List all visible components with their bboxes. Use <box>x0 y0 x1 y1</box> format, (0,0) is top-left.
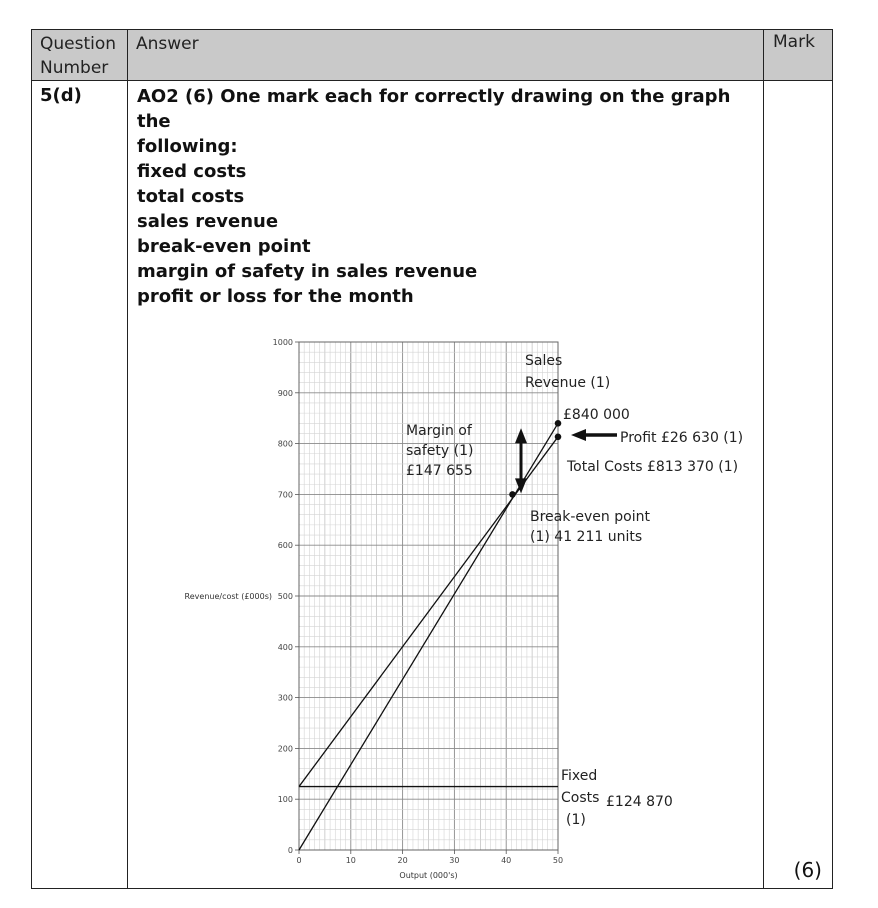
margin-of-safety-label: safety (1) <box>406 443 474 459</box>
fixed-costs-value: £124 870 <box>606 794 673 810</box>
x-tick-label: 10 <box>345 856 356 865</box>
x-tick-label: 0 <box>296 856 302 865</box>
y-tick-label: 0 <box>287 846 293 855</box>
profit-label: Profit £26 630 (1) <box>620 430 744 446</box>
answer-line: sales revenue <box>137 211 279 232</box>
break-even-label: (1) 41 211 units <box>530 529 643 545</box>
data-point <box>509 491 516 498</box>
y-tick-label: 300 <box>277 693 293 703</box>
x-tick-label: 40 <box>501 856 512 865</box>
y-tick-label: 700 <box>277 490 293 500</box>
answer-line: fixed costs <box>137 161 247 182</box>
sales-revenue-label: Revenue (1) <box>525 375 611 391</box>
margin-of-safety-label: Margin of <box>406 423 472 439</box>
data-point <box>555 434 562 441</box>
y-tick-label: 800 <box>277 439 293 449</box>
y-tick-label: 600 <box>277 541 293 551</box>
answer-line: profit or loss for the month <box>137 286 414 307</box>
answer-line: following: <box>137 136 238 157</box>
header-question-line1: Question <box>40 34 117 54</box>
sales-revenue-label: Sales <box>525 353 563 369</box>
profit-arrow-head <box>571 429 586 441</box>
y-tick-label: 100 <box>277 795 293 805</box>
question-number: 5(d) <box>40 85 82 106</box>
answer-line: margin of safety in sales revenue <box>137 261 478 282</box>
chart-grid <box>299 342 558 850</box>
break-even-label: Break-even point <box>530 509 650 525</box>
answer-line: break-even point <box>137 236 311 257</box>
x-tick-label: 20 <box>397 856 408 865</box>
answer-line: AO2 (6) One mark each for correctly drawing on the graph the <box>137 86 731 132</box>
x-tick-label: 30 <box>449 856 460 865</box>
y-tick-label: 200 <box>277 744 293 754</box>
mark-value: (6) <box>793 858 822 882</box>
header-mark: Mark <box>773 32 815 52</box>
margin-of-safety-value: £147 655 <box>406 463 473 479</box>
answer-line: total costs <box>137 186 245 207</box>
fixed-costs-label: (1) <box>566 812 586 828</box>
x-tick-label: 50 <box>552 856 564 865</box>
y-axis-label: Revenue/cost (£000s) <box>184 592 272 601</box>
total-costs-label: Total Costs £813 370 (1) <box>567 459 739 475</box>
sales-revenue-value: £840 000 <box>563 407 630 423</box>
header-question-line2: Number <box>40 58 109 78</box>
x-axis-label: Output (000's) <box>399 871 458 880</box>
y-tick-label: 1000 <box>272 338 293 347</box>
data-point <box>555 420 562 427</box>
fixed-costs-label: Fixed <box>561 768 598 784</box>
y-tick-label: 900 <box>277 388 293 398</box>
fixed-costs-label: Costs <box>561 790 600 806</box>
y-tick-label: 500 <box>277 592 293 601</box>
header-answer: Answer <box>136 34 199 54</box>
y-tick-label: 400 <box>277 642 293 652</box>
